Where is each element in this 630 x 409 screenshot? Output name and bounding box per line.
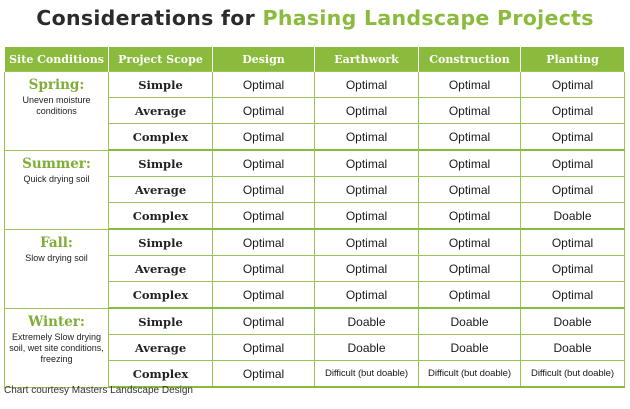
design-cell: Optimal [213,256,315,282]
construction-cell: Optimal [419,72,521,98]
project-scope-cell: Average [109,98,213,124]
planting-cell: Optimal [521,256,625,282]
table-row [5,150,625,177]
planting-cell: Optimal [521,229,625,256]
construction-cell: Doable [419,308,521,335]
earthwork-cell: Optimal [315,124,419,151]
planting-cell: Optimal [521,72,625,98]
design-cell: Optimal [213,98,315,124]
earthwork-cell: Optimal [315,177,419,203]
planting-cell: Optimal [521,177,625,203]
season-description: Uneven moisture conditions [22,95,91,117]
project-scope-cell: Complex [109,203,213,230]
planting-cell: Doable [521,308,625,335]
earthwork-cell: Doable [315,335,419,361]
earthwork-cell: Optimal [315,203,419,230]
title-prefix: Considerations for [36,6,263,30]
project-scope-cell: Complex [109,361,213,388]
season-description: Extremely Slow drying soil, wet site conditions, freezing [9,331,104,365]
title-highlight: Phasing Landscape Projects [262,6,594,30]
project-scope-cell: Average [109,177,213,203]
column-header-project-scope: Project Scope [109,47,213,72]
season-cell [5,308,109,387]
planting-cell: Optimal [521,150,625,177]
planting-cell: Optimal [521,282,625,309]
season-description: Quick drying soil [23,173,90,184]
design-cell: Optimal [213,150,315,177]
design-cell: Optimal [213,308,315,335]
column-header-site-conditions: Site Conditions [5,47,109,72]
project-scope-cell: Simple [109,150,213,177]
project-scope-cell: Simple [109,229,213,256]
design-cell: Optimal [213,124,315,151]
header-row [5,47,625,72]
project-scope-cell: Complex [109,282,213,309]
season-name: Winter: [28,313,85,330]
planting-cell: Difficult (but doable) [521,361,625,388]
earthwork-cell: Doable [315,308,419,335]
design-cell: Optimal [213,282,315,309]
design-cell: Optimal [213,72,315,98]
project-scope-cell: Simple [109,308,213,335]
earthwork-cell: Difficult (but doable) [315,361,419,388]
season-cell [5,72,109,151]
design-cell: Optimal [213,177,315,203]
planting-cell: Doable [521,335,625,361]
construction-cell: Optimal [419,124,521,151]
project-scope-cell: Complex [109,124,213,151]
project-scope-cell: Simple [109,72,213,98]
design-cell: Optimal [213,335,315,361]
column-header-construction: Construction [419,47,521,72]
planting-cell: Optimal [521,124,625,151]
earthwork-cell: Optimal [315,229,419,256]
earthwork-cell: Optimal [315,256,419,282]
earthwork-cell: Optimal [315,282,419,309]
season-description: Slow drying soil [25,252,88,263]
chart-credit: Chart courtesy Masters Landscape Design [4,385,193,396]
table-body [5,72,625,388]
design-cell: Optimal [213,361,315,388]
table-row [5,229,625,256]
earthwork-cell: Optimal [315,150,419,177]
planting-cell: Doable [521,203,625,230]
design-cell: Optimal [213,229,315,256]
planting-cell: Optimal [521,98,625,124]
earthwork-cell: Optimal [315,72,419,98]
page-title [0,6,630,30]
season-cell [5,150,109,229]
construction-cell: Optimal [419,98,521,124]
construction-cell: Optimal [419,177,521,203]
construction-cell: Optimal [419,282,521,309]
season-name: Summer: [22,155,91,172]
table-row [5,308,625,335]
construction-cell: Doable [419,335,521,361]
construction-cell: Difficult (but doable) [419,361,521,388]
season-cell [5,229,109,308]
season-name: Spring: [28,77,85,93]
construction-cell: Optimal [419,203,521,230]
column-header-planting: Planting [521,47,625,72]
earthwork-cell: Optimal [315,98,419,124]
construction-cell: Optimal [419,150,521,177]
table-row [5,72,625,98]
season-name: Fall: [40,234,73,251]
construction-cell: Optimal [419,256,521,282]
column-header-design: Design [213,47,315,72]
project-scope-cell: Average [109,256,213,282]
project-scope-cell: Average [109,335,213,361]
column-header-earthwork: Earthwork [315,47,419,72]
design-cell: Optimal [213,203,315,230]
construction-cell: Optimal [419,229,521,256]
phasing-table [4,47,625,388]
